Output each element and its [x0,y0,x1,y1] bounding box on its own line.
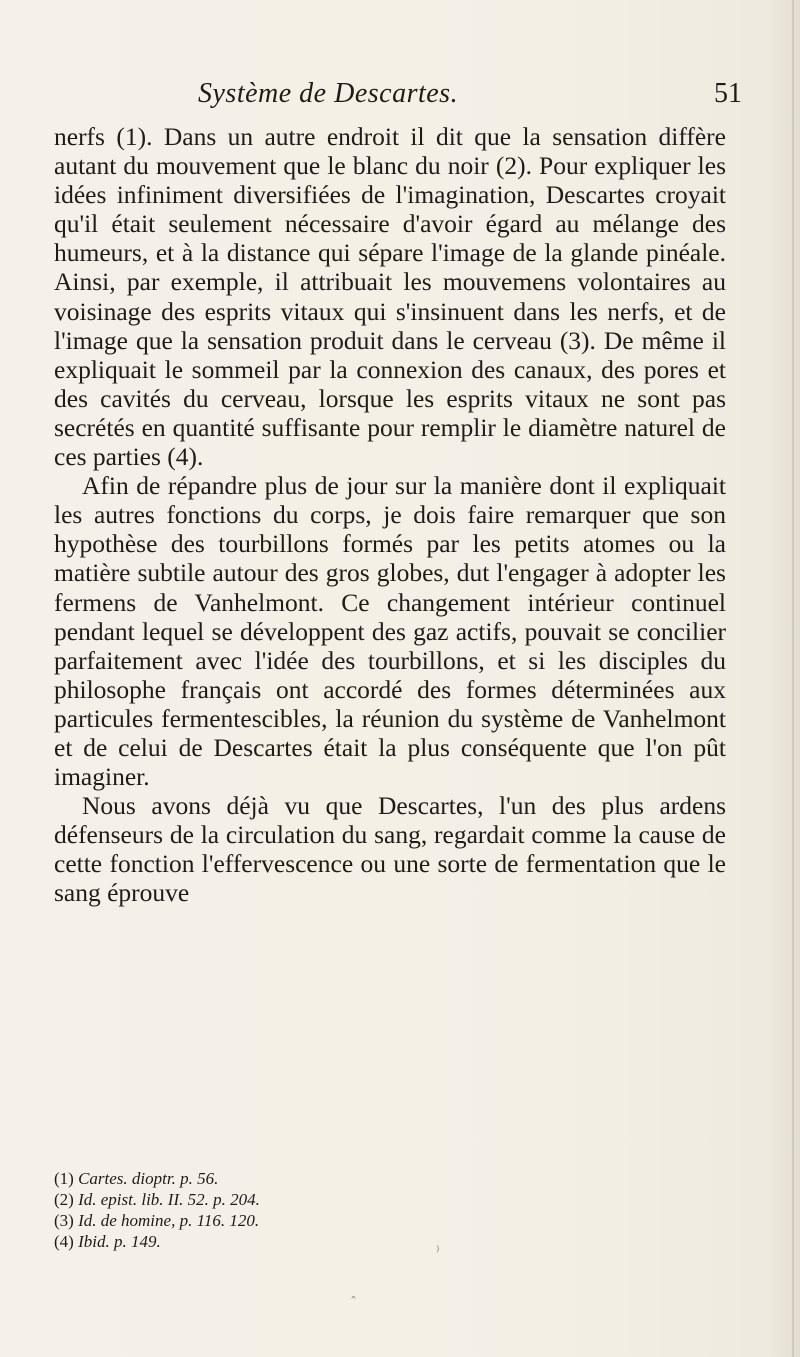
body-text [54,122,726,908]
footnotes [54,1168,554,1252]
footnote-text: Cartes. dioptr. p. 56. [78,1169,219,1188]
footnote-3 [54,1210,554,1231]
footnote-number: (3) [54,1211,74,1230]
footnote-number: (2) [54,1190,74,1209]
footnote-2 [54,1189,554,1210]
page-edge [792,0,794,1357]
paragraph-1: nerfs (1). Dans un autre endroit il dit que la sensation diffère autant du mouvement que le blanc du noir (2). Pour expliquer les idées infiniment diversifiées de l'imagination, Descartes croyait qu'il était seulement nécessaire d'avoir égard au mélange des humeurs, et à la distance qui sépare l'image de la glande pinéale. Ainsi, par exemple, il attribuait les mouvemens volontaires au voisinage des esprits vitaux qui s'insinuent dans les nerfs, et de l'image que la sensation produit dans le cerveau (3). De même il expliquait le sommeil par la connexion des canaux, des pores et des cavités du cerveau, lorsque les esprits vitaux ne sont pas secrétés en quantité suffisante pour remplir le diamètre naturel de ces parties (4). [54,122,726,472]
paragraph-2: Afin de répandre plus de jour sur la manière dont il expliquait les autres fonctions du corps, je dois faire remarquer que son hypothèse des tourbillons formés par les petits atomes ou la matière subtile autour des gros globes, dut l'engager à adopter les fermens de Vanhelmont. Ce changement intérieur continuel pendant lequel se développent des gaz actifs, pouvait se concilier parfaitement avec l'idée des tourbillons, et si les disciples du philosophe français ont accordé des formes déterminées aux particules fermentescibles, la réunion du système de Vanhelmont et de celui de Descartes était la plus conséquente que l'on pût imaginer. [54,471,726,792]
ink-mark: ˆ [350,1295,357,1311]
footnote-1 [54,1168,554,1189]
footnote-text: Id. epist. lib. II. 52. p. 204. [78,1190,260,1209]
footnote-number: (4) [54,1232,74,1251]
footnote-text: Ibid. p. 149. [78,1232,161,1251]
footnote-text: Id. de homine, p. 116. 120. [78,1211,260,1230]
paragraph-3: Nous avons déjà vu que Descartes, l'un des plus ardens défenseurs de la circulation du sang, regardait comme la cause de cette fonction l'effervescence ou une sorte de fermentation que le sang éprouve [54,791,726,908]
ink-mark: ⁾ [436,1244,440,1260]
running-title: Système de Descartes. [198,78,459,109]
page-header [40,78,740,118]
footnote-4 [54,1231,554,1252]
page-number: 51 [714,78,742,109]
footnote-number: (1) [54,1169,74,1188]
